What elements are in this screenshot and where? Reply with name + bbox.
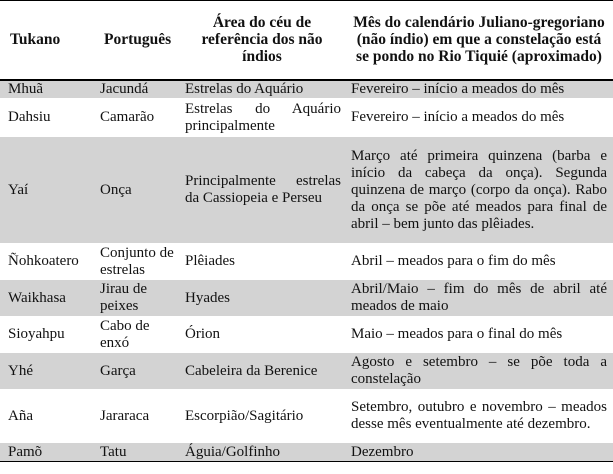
- table-row: [0, 353, 613, 390]
- table-body: [0, 80, 613, 462]
- cell-area: Plêiades: [179, 244, 345, 280]
- cell-tukano: Pamõ: [0, 443, 94, 462]
- cell-tukano: Yhé: [0, 353, 94, 390]
- cell-portugues: Jacundá: [94, 80, 179, 99]
- cell-portugues: Tatu: [94, 443, 179, 462]
- cell-portugues: Camarão: [94, 99, 179, 137]
- cell-mes: Dezembro: [345, 443, 613, 462]
- header-row: [0, 1, 613, 80]
- cell-mes: Fevereiro – início a meados do mês: [345, 80, 613, 99]
- table-row: [0, 80, 613, 99]
- cell-area: Hyades: [179, 280, 345, 317]
- cell-portugues: Jararaca: [94, 390, 179, 443]
- cell-area: Escorpião/Sagitário: [179, 390, 345, 443]
- cell-area: Cabeleira da Berenice: [179, 353, 345, 390]
- cell-mes: Fevereiro – início a meados do mês: [345, 99, 613, 137]
- cell-portugues: Jirau de peixes: [94, 280, 179, 317]
- cell-area: Estrelas do Aquário: [179, 80, 345, 99]
- cell-tukano: Sioyahpu: [0, 317, 94, 353]
- cell-mes: Setembro, outubro e novembro – meados desse mês eventualmente até dezembro.: [345, 390, 613, 443]
- cell-portugues: Conjunto de estrelas: [94, 244, 179, 280]
- cell-mes: Março até primeira quinzena (barba e início da cabeça da onça). Segunda quinzena de março (corpo da onça). Rabo da onça se põe até meados para final de abril – bem junto das plêiades.: [345, 137, 613, 244]
- table-row: [0, 137, 613, 244]
- cell-tukano: Dahsiu: [0, 99, 94, 137]
- cell-tukano: Ñohkoatero: [0, 244, 94, 280]
- cell-area: Principalmente estrelas da Cassiopeia e Perseu: [179, 137, 345, 244]
- cell-tukano: Aña: [0, 390, 94, 443]
- cell-portugues: Garça: [94, 353, 179, 390]
- cell-tukano: Yaí: [0, 137, 94, 244]
- table-row: [0, 390, 613, 443]
- cell-area: Estrelas do Aquário principalmente: [179, 99, 345, 137]
- cell-portugues: Onça: [94, 137, 179, 244]
- table-row: [0, 317, 613, 353]
- header-area: Área do céu de referência dos não índios: [179, 1, 345, 80]
- table-row: [0, 99, 613, 137]
- table-row: [0, 280, 613, 317]
- cell-mes: Abril/Maio – fim do mês de abril até meados de maio: [345, 280, 613, 317]
- header-portugues: Português: [94, 1, 179, 80]
- table-header: [0, 1, 613, 80]
- cell-mes: Abril – meados para o fim do mês: [345, 244, 613, 280]
- cell-portugues: Cabo de enxó: [94, 317, 179, 353]
- cell-area: Órion: [179, 317, 345, 353]
- cell-mes: Maio – meados para o final do mês: [345, 317, 613, 353]
- cell-tukano: Mhuã: [0, 80, 94, 99]
- table-row: [0, 443, 613, 462]
- cell-tukano: Waikhasa: [0, 280, 94, 317]
- header-mes: Mês do calendário Juliano-gregoriano (não índio) em que a constelação está se pondo no Rio Tiquié (aproximado): [345, 1, 613, 80]
- cell-area: Águia/Golfinho: [179, 443, 345, 462]
- table-row: [0, 244, 613, 280]
- header-tukano: Tukano: [0, 1, 94, 80]
- cell-mes: Agosto e setembro – se põe toda a constelação: [345, 353, 613, 390]
